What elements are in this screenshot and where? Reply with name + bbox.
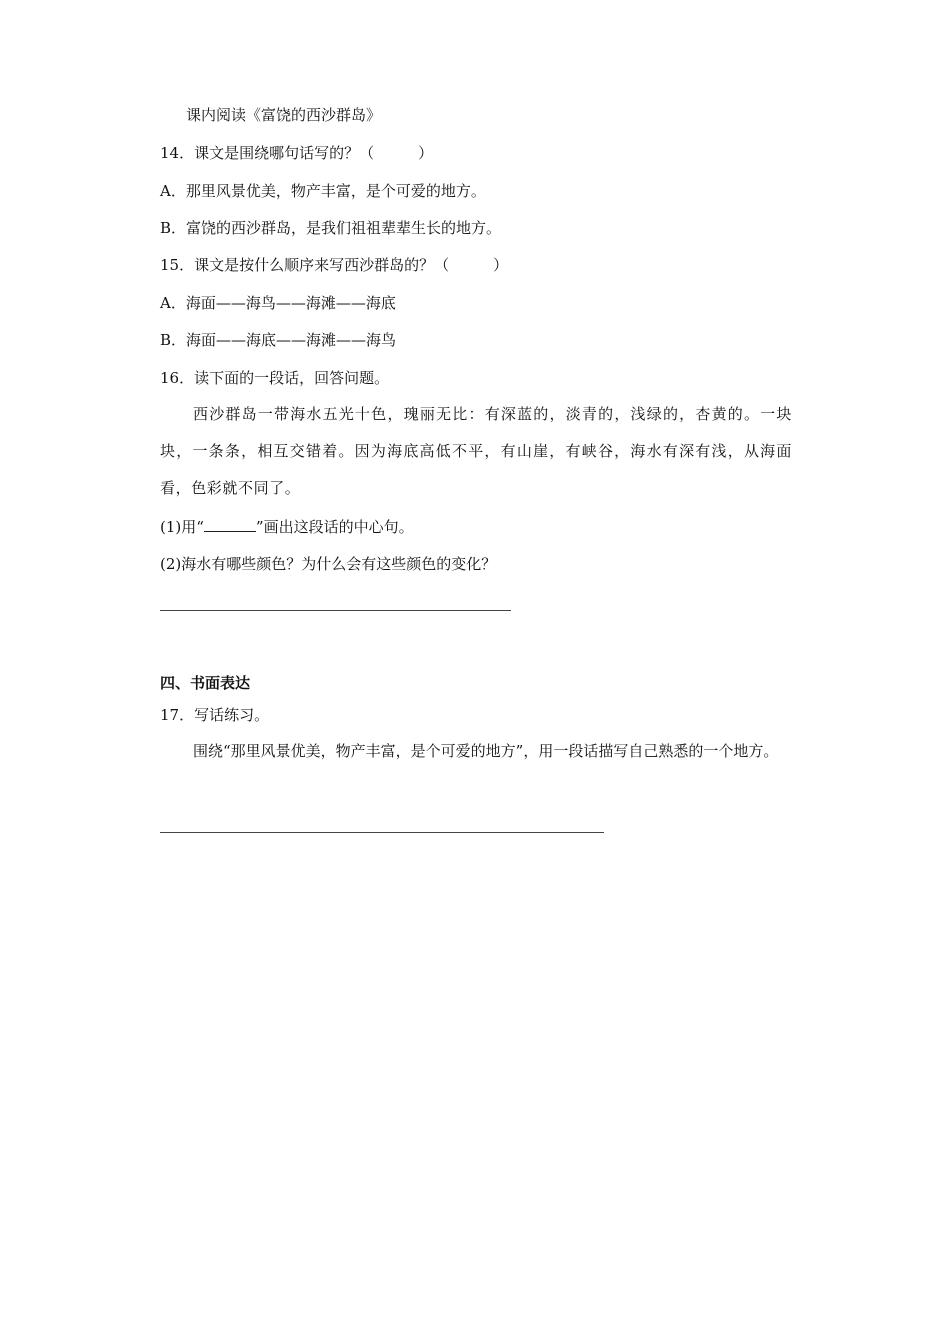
answer-line-q17[interactable] bbox=[160, 832, 604, 833]
question-15-stem: 15．课文是按什么顺序来写西沙群岛的？（ bbox=[160, 256, 450, 274]
question-14-option-a: A．那里风景优美，物产丰富，是个可爱的地方。 bbox=[160, 182, 486, 200]
reading-passage: 西沙群岛一带海水五光十色，瑰丽无比：有深蓝的，淡青的，浅绿的，杏黄的。一块块，一条条，相互交错着。因为海底高低不平，有山崖，有峡谷，海水有深有浅，从海面看，色彩就不同了。 bbox=[160, 405, 792, 497]
question-15-close: ） bbox=[493, 256, 509, 274]
question-15-option-a: A．海面——海鸟——海滩——海底 bbox=[160, 294, 396, 312]
underline-blank[interactable] bbox=[204, 517, 256, 532]
question-14 bbox=[160, 142, 433, 164]
sub-1-prefix: (1)用“ bbox=[160, 518, 204, 536]
question-16-sub-1 bbox=[160, 516, 414, 538]
question-14-stem: 14．课文是围绕哪句话写的？（ bbox=[160, 144, 375, 162]
reading-heading: 课内阅读《富饶的西沙群岛》 bbox=[186, 106, 382, 124]
question-14-close: ） bbox=[418, 144, 434, 162]
question-16-stem: 16．读下面的一段话，回答问题。 bbox=[160, 369, 390, 387]
question-14-option-b: B．富饶的西沙群岛，是我们祖祖辈辈生长的地方。 bbox=[160, 219, 502, 237]
writing-prompt: 围绕“那里风景优美，物产丰富，是个可爱的地方”，用一段话描写自己熟悉的一个地方。 bbox=[193, 742, 779, 760]
question-15 bbox=[160, 254, 508, 276]
sub-1-suffix: ”画出这段话的中心句。 bbox=[255, 518, 414, 536]
question-15-option-b: B．海面——海底——海滩——海鸟 bbox=[160, 331, 397, 349]
answer-line-q16[interactable] bbox=[160, 610, 511, 611]
question-16-sub-2: (2)海水有哪些颜色？为什么会有这些颜色的变化？ bbox=[160, 555, 497, 573]
section-title: 四、书面表达 bbox=[160, 674, 251, 692]
question-17-stem: 17．写话练习。 bbox=[160, 706, 270, 724]
